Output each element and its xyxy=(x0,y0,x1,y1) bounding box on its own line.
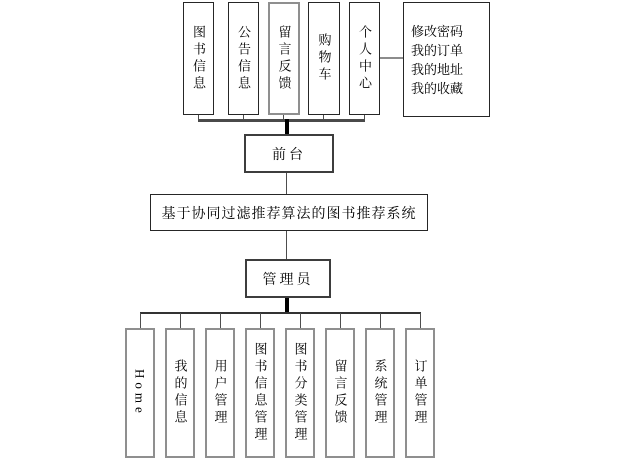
connector-feedback-mgmt-stub xyxy=(340,313,341,328)
node-label: 我的信息 xyxy=(172,359,188,427)
node-user-management xyxy=(205,328,235,458)
connector-book-category-mgmt-stub xyxy=(300,313,301,328)
connector-order-mgmt-stub xyxy=(420,313,421,328)
node-message-feedback-admin xyxy=(325,328,355,458)
node-label: 个人中心 xyxy=(357,24,372,93)
connector-admin-bus xyxy=(140,312,421,314)
connector-bus-to-front xyxy=(285,119,289,135)
node-label: 基于协同过滤推荐算法的图书推荐系统 xyxy=(161,206,417,222)
node-label: 用户管理 xyxy=(212,359,228,427)
node-home xyxy=(125,328,155,458)
connector-user-mgmt-stub xyxy=(220,313,221,328)
connector-root-to-admin xyxy=(286,230,287,259)
node-book-info-management xyxy=(245,328,275,458)
connector-home-stub xyxy=(140,313,141,328)
connector-personal-center-details xyxy=(380,57,403,59)
connector-admin-to-bus xyxy=(285,296,289,313)
node-label: Home xyxy=(132,369,148,417)
node-label: 购物车 xyxy=(316,33,332,84)
detail-my-address: 我的地址 xyxy=(411,61,464,77)
connector-front-bus xyxy=(198,119,365,122)
node-system-management xyxy=(365,328,395,458)
node-label: 前台 xyxy=(272,147,306,163)
detail-change-password: 修改密码 xyxy=(411,23,464,39)
node-announcement-info xyxy=(228,2,259,115)
node-message-feedback xyxy=(268,2,300,115)
node-personal-center-details xyxy=(403,2,490,117)
node-label: 留言反馈 xyxy=(332,359,348,427)
node-label: 图书信息 xyxy=(191,24,206,93)
node-admin xyxy=(245,259,331,298)
connector-book-info-mgmt-stub xyxy=(260,313,261,328)
node-order-management xyxy=(405,328,435,458)
node-label: 图书信息管理 xyxy=(252,342,268,444)
detail-my-orders: 我的订单 xyxy=(411,42,464,58)
node-my-info xyxy=(165,328,195,458)
node-label: 系统管理 xyxy=(372,359,388,427)
node-label: 订单管理 xyxy=(412,359,428,427)
detail-my-favorites: 我的收藏 xyxy=(411,80,464,96)
node-label: 管理员 xyxy=(262,272,314,288)
node-label: 留言反馈 xyxy=(276,24,292,93)
node-personal-center xyxy=(349,2,380,115)
connector-my-info-stub xyxy=(180,313,181,328)
node-book-info xyxy=(183,2,214,115)
connector-front-to-root xyxy=(286,171,287,195)
connector-system-mgmt-stub xyxy=(380,313,381,328)
node-book-category-management xyxy=(285,328,315,458)
node-label: 图书分类管理 xyxy=(292,342,308,444)
node-system-root xyxy=(150,194,428,231)
node-front xyxy=(244,134,334,173)
node-shopping-cart xyxy=(308,2,340,115)
node-label: 公告信息 xyxy=(236,24,251,93)
